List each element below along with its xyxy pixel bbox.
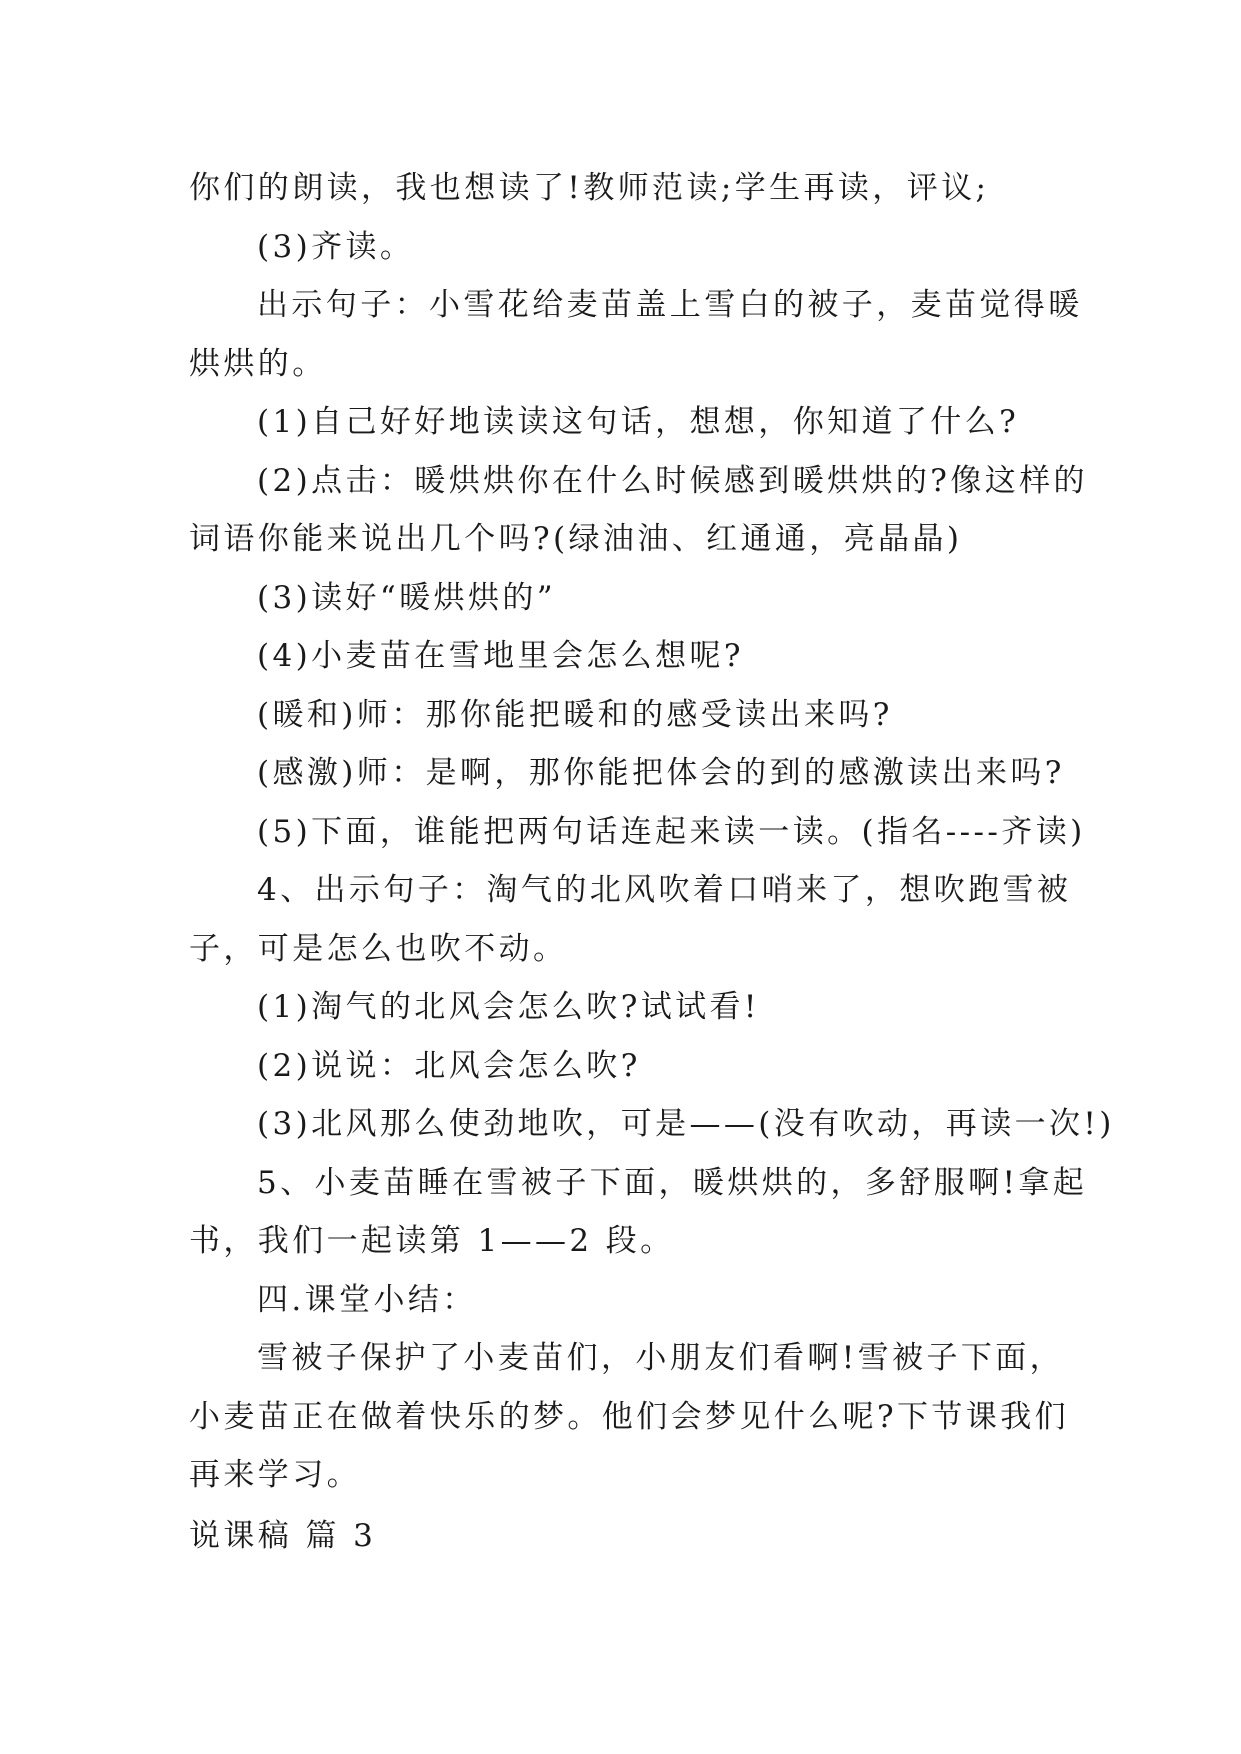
text-line: 书，我们一起读第 1——2 段。 — [189, 1223, 675, 1259]
text-line: 再来学习。 — [189, 1457, 361, 1493]
text-line: (1)自己好好地读读这句话，想想，你知道了什么? — [257, 404, 1020, 440]
text-line: (2)点击：暖烘烘你在什么时候感到暖烘烘的?像这样的 — [257, 462, 1088, 499]
text-line: 5、小麦苗睡在雪被子下面，暖烘烘的，多舒服啊!拿起 — [257, 1164, 1088, 1201]
text-line: (5)下面，谁能把两句话连起来读一读。(指名----齐读) — [257, 813, 1086, 850]
section-heading: 四.课堂小结： — [257, 1281, 477, 1318]
text-line: 出示句子：小雪花给麦苗盖上雪白的被子，麦苗觉得暖 — [257, 287, 1083, 323]
text-line: 子，可是怎么也吹不动。 — [189, 930, 568, 967]
text-line: (暖和)师：那你能把暖和的感受读出来吗? — [257, 696, 893, 733]
document-body — [189, 159, 1115, 1565]
text-line: (3)北风那么使劲地吹，可是——(没有吹动，再读一次!) — [257, 1106, 1115, 1142]
text-line: 雪被子保护了小麦苗们，小朋友们看啊!雪被子下面， — [257, 1340, 1065, 1376]
text-line: 词语你能来说出几个吗?(绿油油、红通通，亮晶晶) — [189, 521, 963, 557]
document-heading: 说课稿 篇 3 — [189, 1517, 377, 1554]
text-line: 小麦苗正在做着快乐的梦。他们会梦见什么呢?下节课我们 — [189, 1398, 1070, 1435]
text-line: 你们的朗读，我也想读了!教师范读;学生再读，评议; — [189, 170, 990, 206]
text-line: (3)读好“暖烘烘的” — [257, 579, 557, 616]
text-line: (2)说说：北风会怎么吹? — [257, 1047, 641, 1084]
text-line: 烘烘的。 — [189, 345, 327, 382]
text-line: (1)淘气的北风会怎么吹?试试看! — [257, 989, 760, 1025]
text-line: 4、出示句子：淘气的北风吹着口哨来了，想吹跑雪被 — [257, 872, 1072, 908]
text-line: (4)小麦苗在雪地里会怎么想呢? — [257, 638, 744, 674]
text-line: (3)齐读。 — [257, 228, 415, 265]
text-line: (感激)师：是啊，那你能把体会的到的感激读出来吗? — [257, 755, 1065, 791]
